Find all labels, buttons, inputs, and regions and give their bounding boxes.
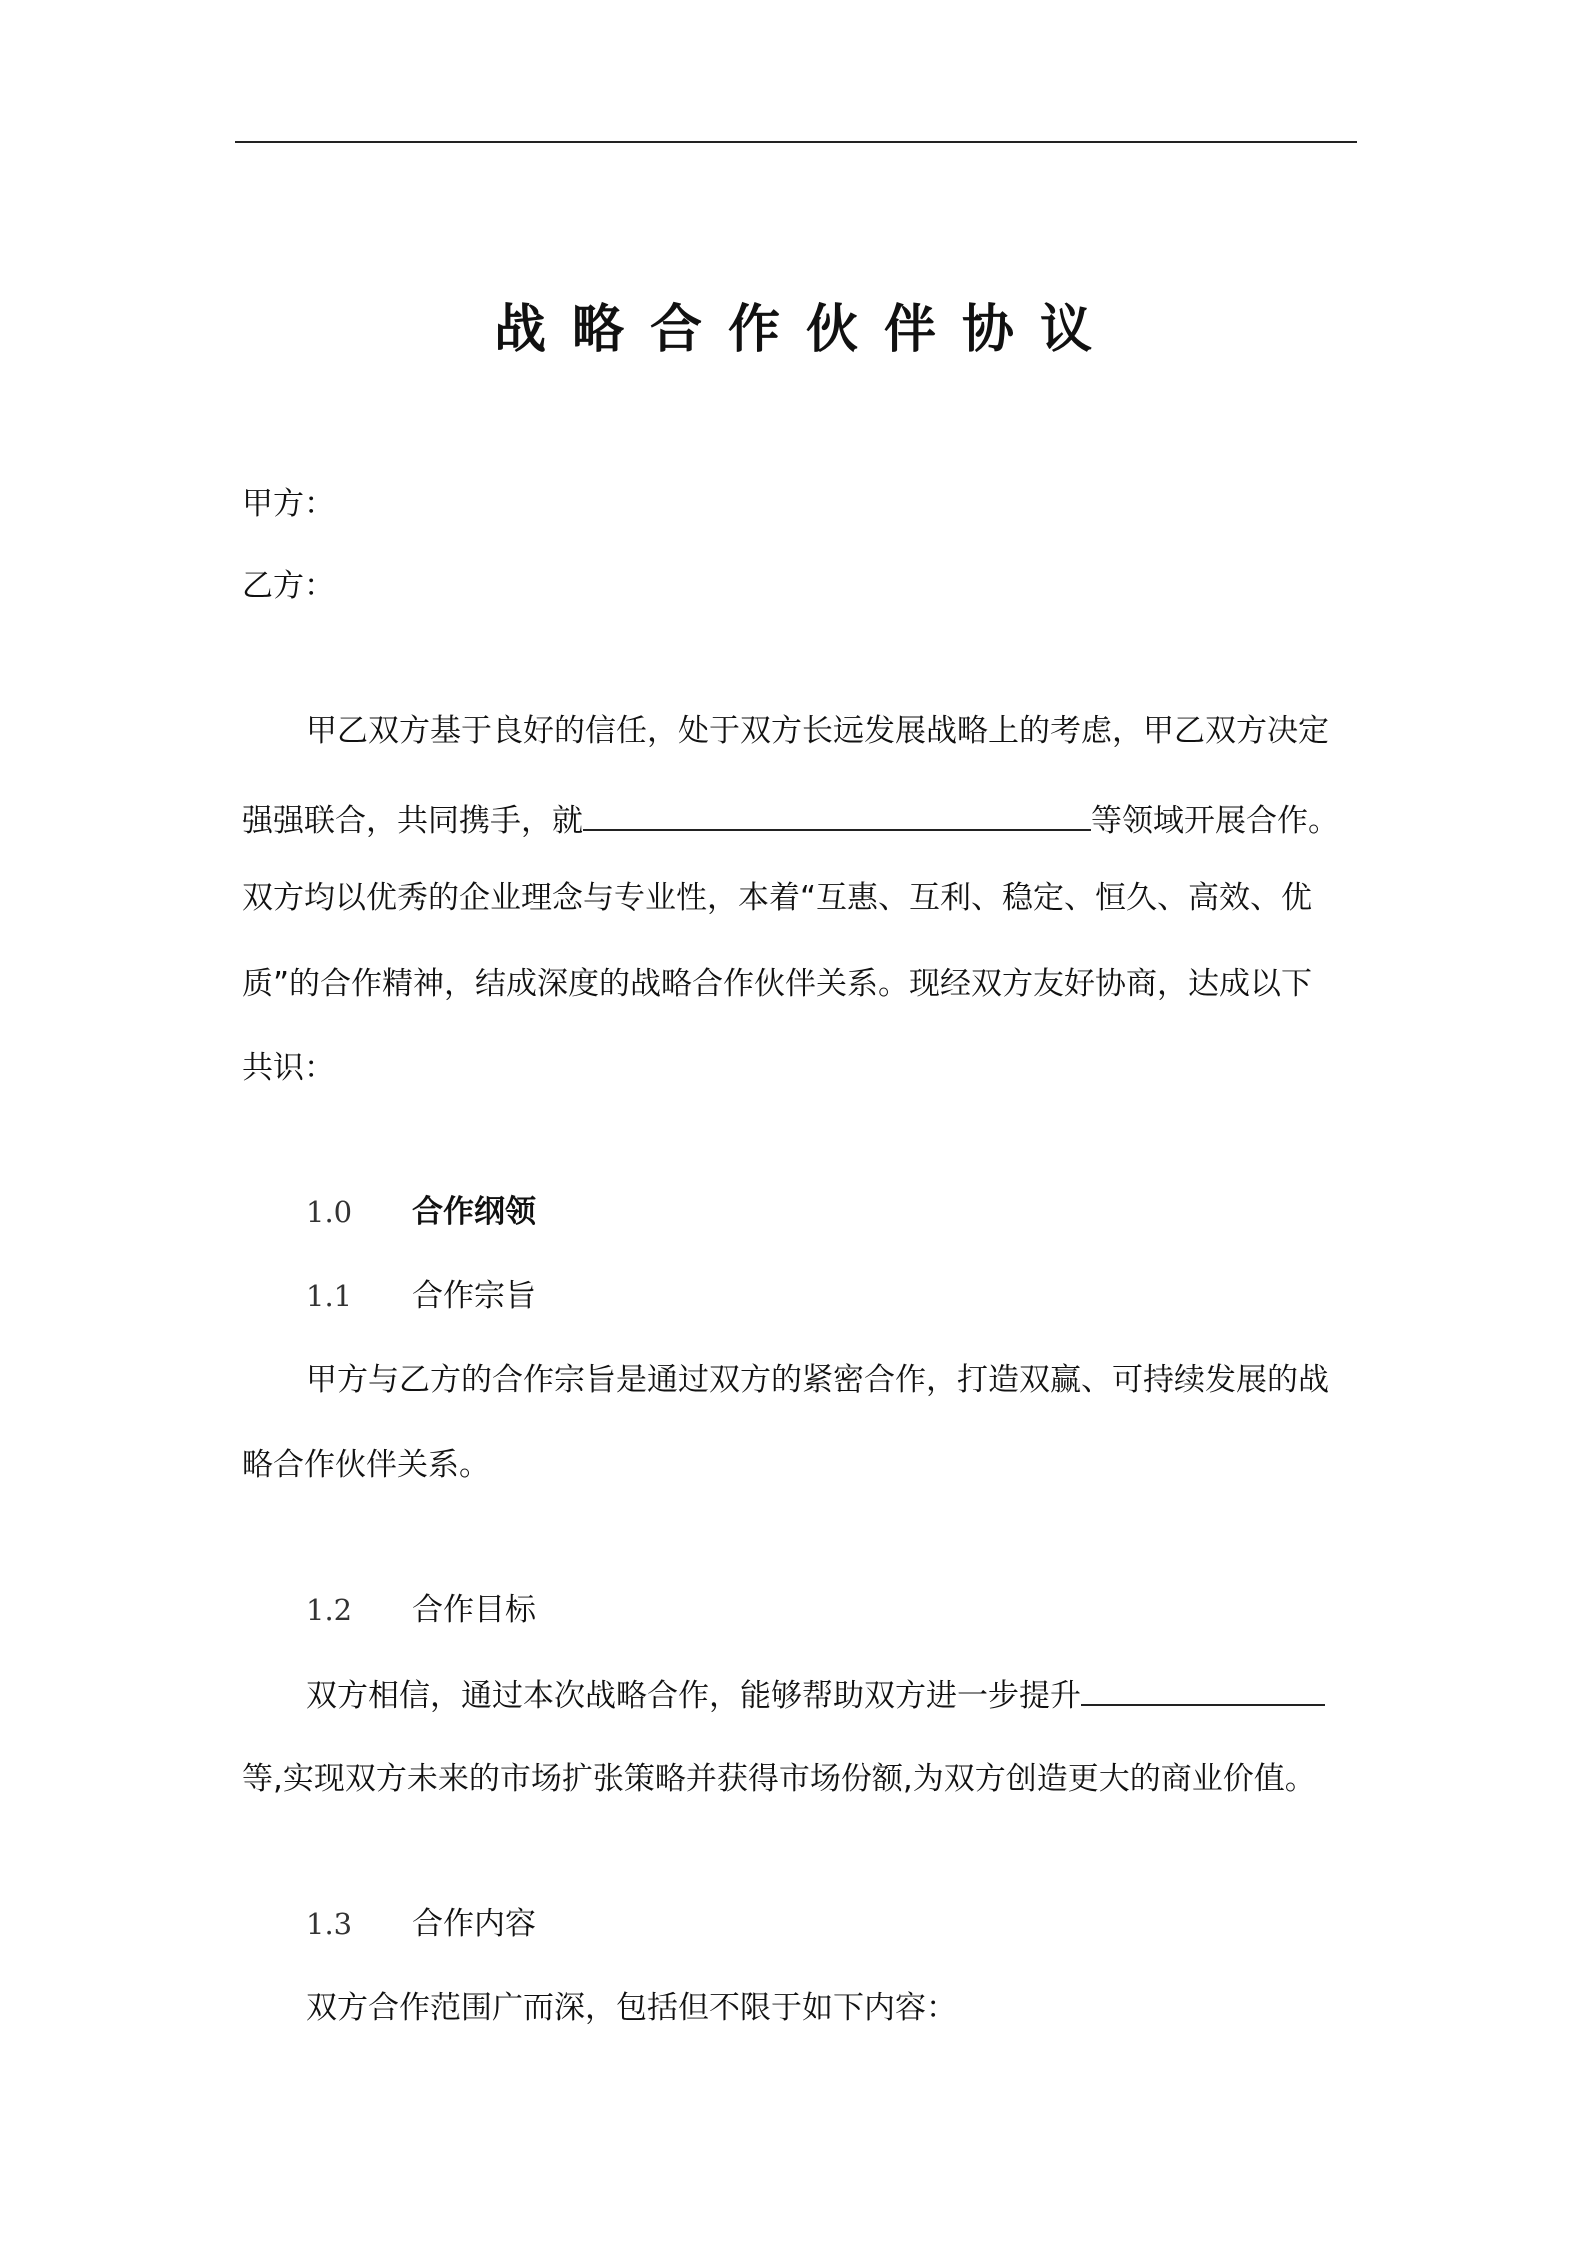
party-b-label: 乙方： xyxy=(242,568,335,604)
section-title: 合作宗旨 xyxy=(412,1278,536,1314)
intro-line-1 xyxy=(242,709,1416,753)
sec12-text: 等,实现双方未来的市场扩张策略并获得市场份额,为双方创造更大的商业价值。 xyxy=(242,1761,1316,1797)
sec13-line-1 xyxy=(242,1986,1416,2030)
section-number: 1.2 xyxy=(306,1593,353,1627)
intro-line-5 xyxy=(242,1046,1352,1090)
section-number: 1.0 xyxy=(306,1195,353,1229)
sec11-line-1 xyxy=(242,1358,1416,1402)
sec13-text: 双方合作范围广而深，包括但不限于如下内容： xyxy=(306,1990,957,2026)
section-heading-1-1 xyxy=(306,1274,536,1318)
section-heading-1-2 xyxy=(306,1588,536,1632)
section-number: 1.3 xyxy=(306,1907,353,1941)
section-heading-1-0 xyxy=(306,1190,536,1234)
sec11-line-2 xyxy=(242,1443,1352,1487)
intro-text: 共识： xyxy=(242,1050,335,1086)
section-number: 1.1 xyxy=(306,1279,353,1313)
sec11-text: 甲方与乙方的合作宗旨是通过双方的紧密合作，打造双赢、可持续发展的战 xyxy=(306,1362,1329,1398)
cooperation-field-blank[interactable] xyxy=(583,797,1091,831)
header-rule xyxy=(235,141,1357,143)
intro-text: 强强联合，共同携手，就 xyxy=(242,803,583,839)
intro-text: 质”的合作精神，结成深度的战略合作伙伴关系。现经双方友好协商，达成以下 xyxy=(242,966,1313,1002)
sec11-text: 略合作伙伴关系。 xyxy=(242,1447,490,1483)
intro-line-4 xyxy=(242,962,1352,1006)
section-heading-1-3 xyxy=(306,1902,536,1946)
section-title: 合作内容 xyxy=(412,1906,536,1942)
improvement-blank[interactable] xyxy=(1081,1672,1325,1706)
intro-line-2 xyxy=(242,797,1352,843)
document-title: 战略合作伙伴协议 xyxy=(493,300,1118,360)
sec12-line-1 xyxy=(242,1672,1416,1718)
sec12-text: 双方相信，通过本次战略合作，能够帮助双方进一步提升 xyxy=(306,1678,1081,1714)
section-title: 合作目标 xyxy=(412,1592,536,1628)
intro-text: 等领域开展合作。 xyxy=(1091,803,1339,839)
sec12-line-2 xyxy=(242,1757,1352,1801)
intro-text: 双方均以优秀的企业理念与专业性，本着“互惠、互利、稳定、恒久、高效、优 xyxy=(242,880,1313,916)
intro-line-3 xyxy=(242,876,1352,920)
party-a-label: 甲方： xyxy=(242,486,335,522)
section-title: 合作纲领 xyxy=(412,1194,536,1230)
intro-text: 甲乙双方基于良好的信任，处于双方长远发展战略上的考虑，甲乙双方决定 xyxy=(306,713,1329,749)
